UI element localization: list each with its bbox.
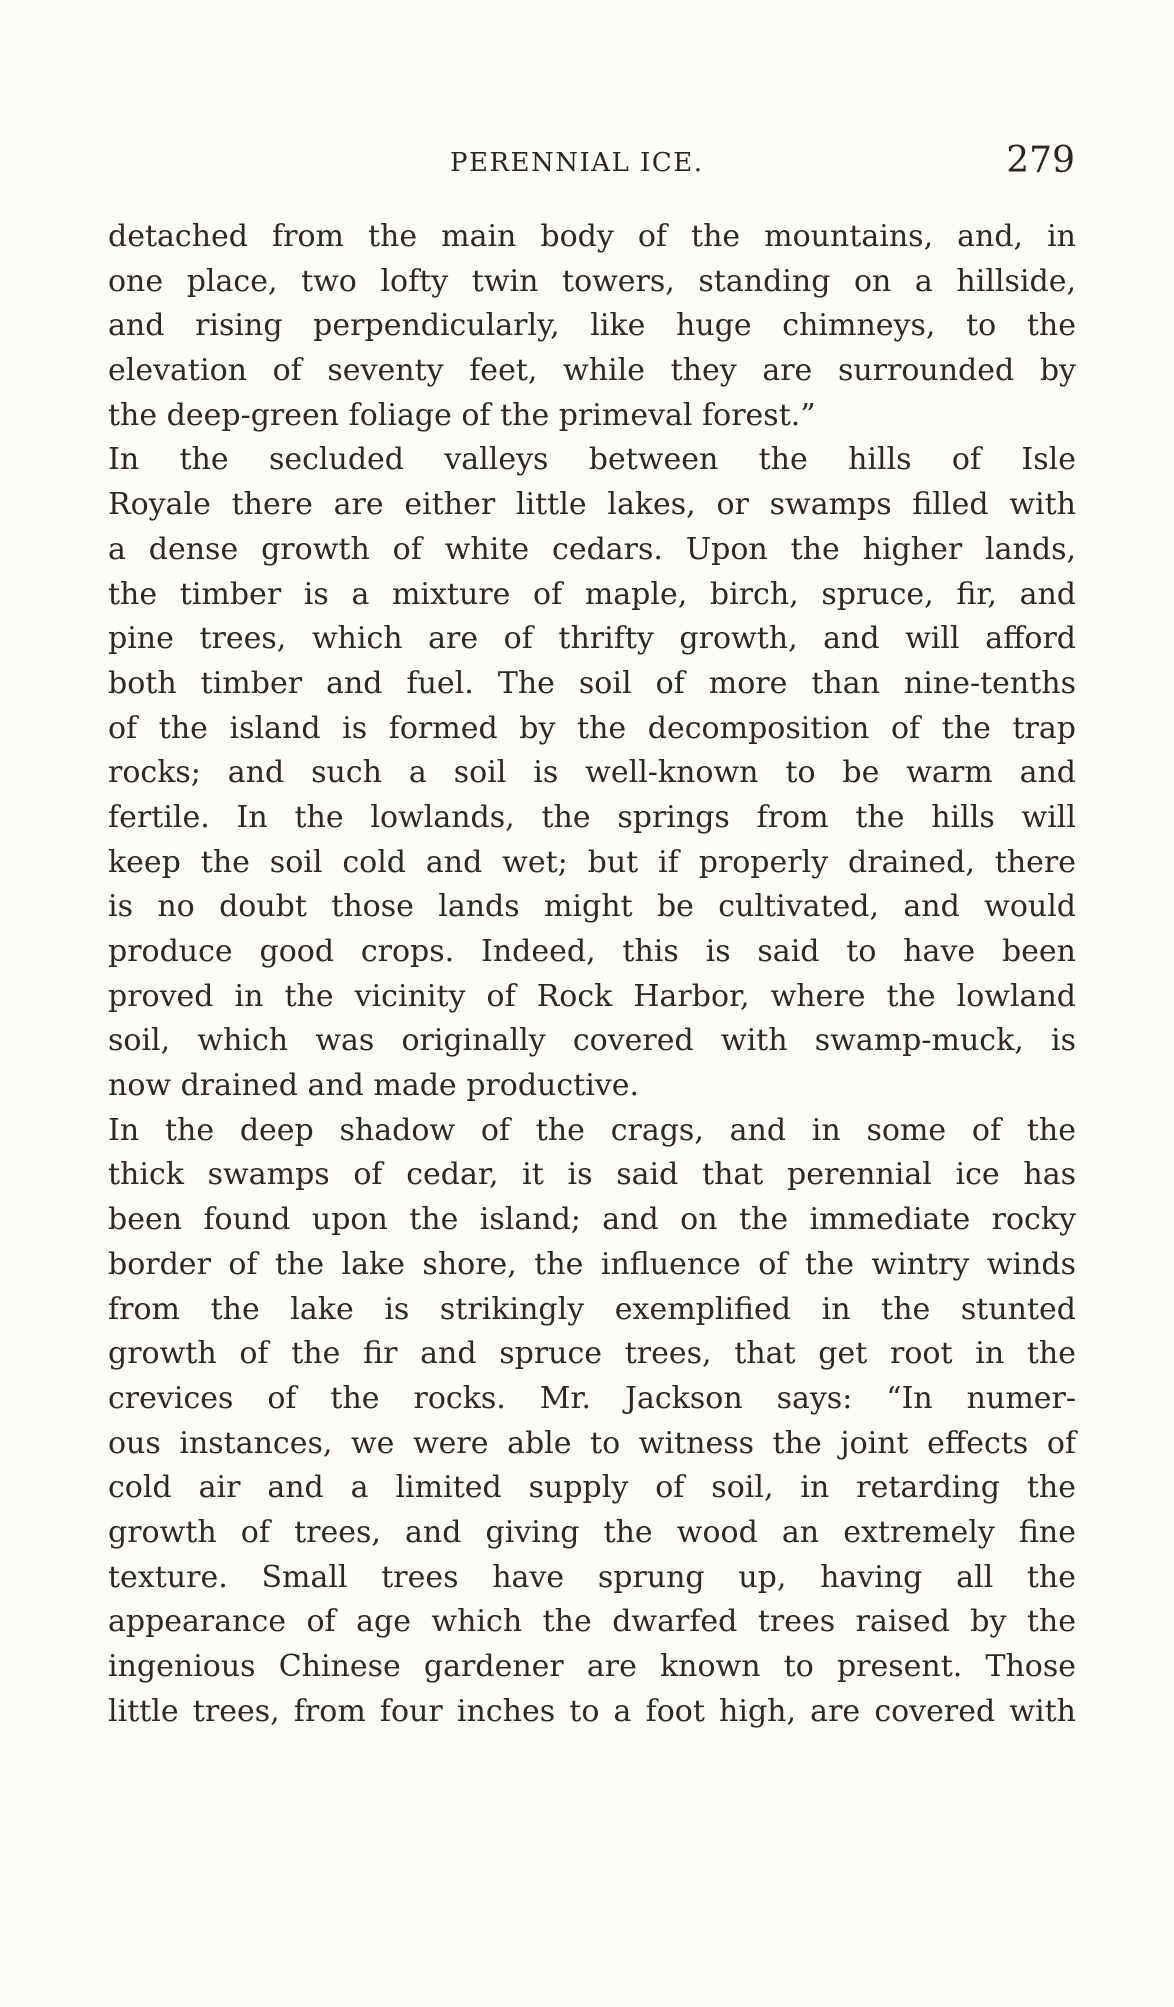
text-line: appearance of age which the dwarfed trees raised by the	[108, 1604, 1076, 1640]
text-line: border of the lake shore, the influence of the wintry winds	[108, 1246, 1076, 1282]
text-line: crevices of the rocks. Mr. Jackson says: “In numer-	[108, 1380, 1076, 1416]
text-line: both timber and fuel. The soil of more than nine-tenths	[108, 665, 1076, 701]
text-line: growth of trees, and giving the wood an extremely fine	[108, 1514, 1076, 1550]
page-number: 279	[1006, 140, 1075, 181]
text-line: cold air and a limited supply of soil, in retarding the	[108, 1470, 1076, 1506]
text-line: texture. Small trees have sprung up, having all the	[108, 1559, 1076, 1595]
text-line: a dense growth of white cedars. Upon the higher lands,	[108, 531, 1076, 567]
text-line: soil, which was originally covered with swamp-muck, is	[108, 1023, 1076, 1059]
text-line: In the secluded valleys between the hills of Isle	[108, 442, 1076, 478]
text-line: is no doubt those lands might be cultivated, and would	[108, 889, 1076, 925]
text-line: growth of the fir and spruce trees, that get root in the	[108, 1336, 1076, 1372]
text-line: the deep-green foliage of the primeval forest.”	[108, 397, 816, 433]
body-text	[108, 215, 1076, 1734]
text-line: fertile. In the lowlands, the springs from the hills will	[108, 799, 1076, 835]
text-line: now drained and made productive.	[108, 1068, 640, 1104]
text-line: from the lake is strikingly exemplified in the stunted	[108, 1291, 1076, 1327]
text-line: been found upon the island; and on the immediate rocky	[108, 1202, 1076, 1238]
text-line: and rising perpendicularly, like huge chimneys, to the	[108, 308, 1076, 344]
text-line: keep the soil cold and wet; but if properly drained, there	[108, 844, 1076, 880]
text-line: ingenious Chinese gardener are known to present. Those	[108, 1649, 1076, 1684]
text-line: little trees, from four inches to a foot high, are covered with	[108, 1693, 1076, 1729]
text-line: detached from the main body of the mountains, and, in	[108, 219, 1076, 254]
text-line: ous instances, we were able to witness the joint effects of	[108, 1425, 1076, 1461]
text-line: Royale there are either little lakes, or swamps filled with	[108, 487, 1076, 523]
text-line: of the island is formed by the decomposition of the trap	[108, 710, 1076, 746]
running-title: PERENNIAL ICE.	[450, 148, 704, 178]
text-line: elevation of seventy feet, while they are surrounded by	[108, 353, 1076, 389]
text-line: thick swamps of cedar, it is said that perennial ice has	[108, 1157, 1076, 1193]
text-line: rocks; and such a soil is well-known to be warm and	[108, 755, 1076, 791]
text-line: one place, two lofty twin towers, standing on a hillside,	[108, 263, 1076, 299]
text-line: produce good crops. Indeed, this is said to have been	[108, 934, 1076, 969]
text-line: proved in the vicinity of Rock Harbor, where the lowland	[108, 978, 1076, 1014]
text-line: In the deep shadow of the crags, and in some of the	[108, 1112, 1076, 1148]
text-line: pine trees, which are of thrifty growth, and will afford	[108, 621, 1076, 657]
running-head	[160, 140, 1075, 200]
text-line: the timber is a mixture of maple, birch, spruce, fir, and	[108, 576, 1076, 612]
